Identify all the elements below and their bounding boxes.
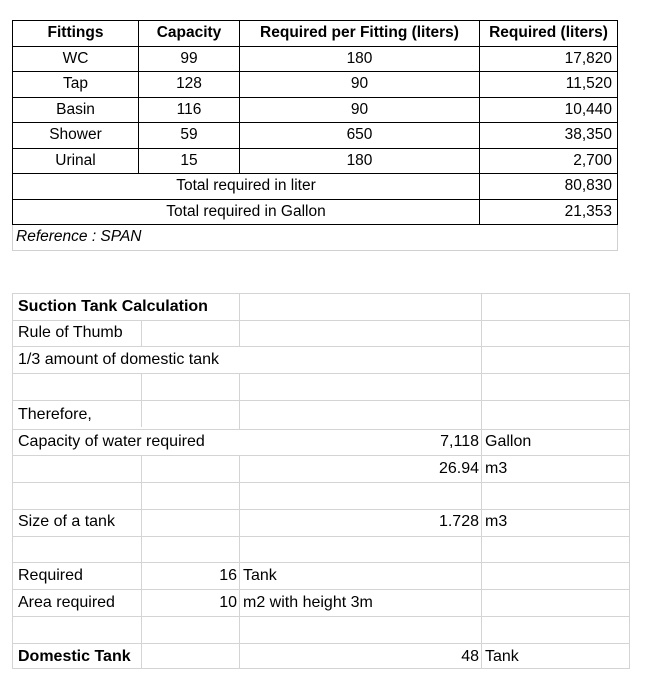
header-per-fitting: Required per Fitting (liters) xyxy=(240,21,480,47)
tank-size-label: Size of a tank xyxy=(18,513,115,530)
required-value: 16 xyxy=(219,567,237,584)
fitting-cell: Urinal xyxy=(13,148,139,174)
tank-size-value: 1.728 xyxy=(438,513,479,530)
required-cell: 2,700 xyxy=(480,148,618,174)
capacity-cell: 15 xyxy=(139,148,240,174)
capacity-gallon-unit: Gallon xyxy=(485,433,532,450)
domestic-tank-label: Domestic Tank xyxy=(18,648,131,665)
required-unit: Tank xyxy=(243,567,277,584)
capacity-gallon-value: 7,118 xyxy=(440,433,479,450)
fitting-cell: Tap xyxy=(13,72,139,98)
suction-tank-calculation xyxy=(12,293,630,669)
area-value: 10 xyxy=(219,594,237,611)
table-row xyxy=(13,72,618,98)
capacity-cell: 59 xyxy=(139,123,240,149)
fitting-cell: Basin xyxy=(13,97,139,123)
area-unit: m2 with height 3m xyxy=(243,594,373,611)
domestic-tank-value: 48 xyxy=(461,648,479,665)
required-cell: 10,440 xyxy=(480,97,618,123)
tank-size-unit: m3 xyxy=(485,513,508,530)
header-capacity: Capacity xyxy=(139,21,240,47)
table-row xyxy=(13,46,618,72)
therefore-label: Therefore, xyxy=(18,406,92,423)
per-fitting-cell: 180 xyxy=(240,148,480,174)
per-fitting-cell: 90 xyxy=(240,97,480,123)
capacity-cell: 116 xyxy=(139,97,240,123)
reference-note: Reference : SPAN xyxy=(13,225,480,251)
total-gallon-row xyxy=(13,199,618,225)
required-cell: 38,350 xyxy=(480,123,618,149)
domestic-tank-unit: Tank xyxy=(485,648,519,665)
per-fitting-cell: 90 xyxy=(240,72,480,98)
required-cell: 17,820 xyxy=(480,46,618,72)
capacity-m3-unit: m3 xyxy=(485,460,508,477)
per-fitting-cell: 650 xyxy=(240,123,480,149)
suction-title: Suction Tank Calculation xyxy=(18,298,208,315)
fitting-cell: Shower xyxy=(13,123,139,149)
header-fittings: Fittings xyxy=(13,21,139,47)
total-liter-row xyxy=(13,174,618,200)
fixture-water-table xyxy=(12,20,618,251)
table-row xyxy=(13,148,618,174)
reference-row xyxy=(13,225,618,251)
required-cell: 11,520 xyxy=(480,72,618,98)
rule-of-thumb-label: Rule of Thumb xyxy=(18,324,123,341)
header-required: Required (liters) xyxy=(480,21,618,47)
total-liter-label: Total required in liter xyxy=(13,174,480,200)
table-header-row xyxy=(13,21,618,47)
fitting-cell: WC xyxy=(13,46,139,72)
capacity-cell: 99 xyxy=(139,46,240,72)
area-label: Area required xyxy=(18,594,115,611)
rule-text: 1/3 amount of domestic tank xyxy=(18,351,219,368)
per-fitting-cell: 180 xyxy=(240,46,480,72)
total-liter-value: 80,830 xyxy=(480,174,618,200)
required-label: Required xyxy=(18,567,83,584)
table-row xyxy=(13,97,618,123)
total-gallon-label: Total required in Gallon xyxy=(13,199,480,225)
capacity-cell: 128 xyxy=(139,72,240,98)
table-row xyxy=(13,123,618,149)
capacity-m3-value: 26.94 xyxy=(438,460,479,477)
total-gallon-value: 21,353 xyxy=(480,199,618,225)
capacity-label: Capacity of water required xyxy=(18,433,205,450)
